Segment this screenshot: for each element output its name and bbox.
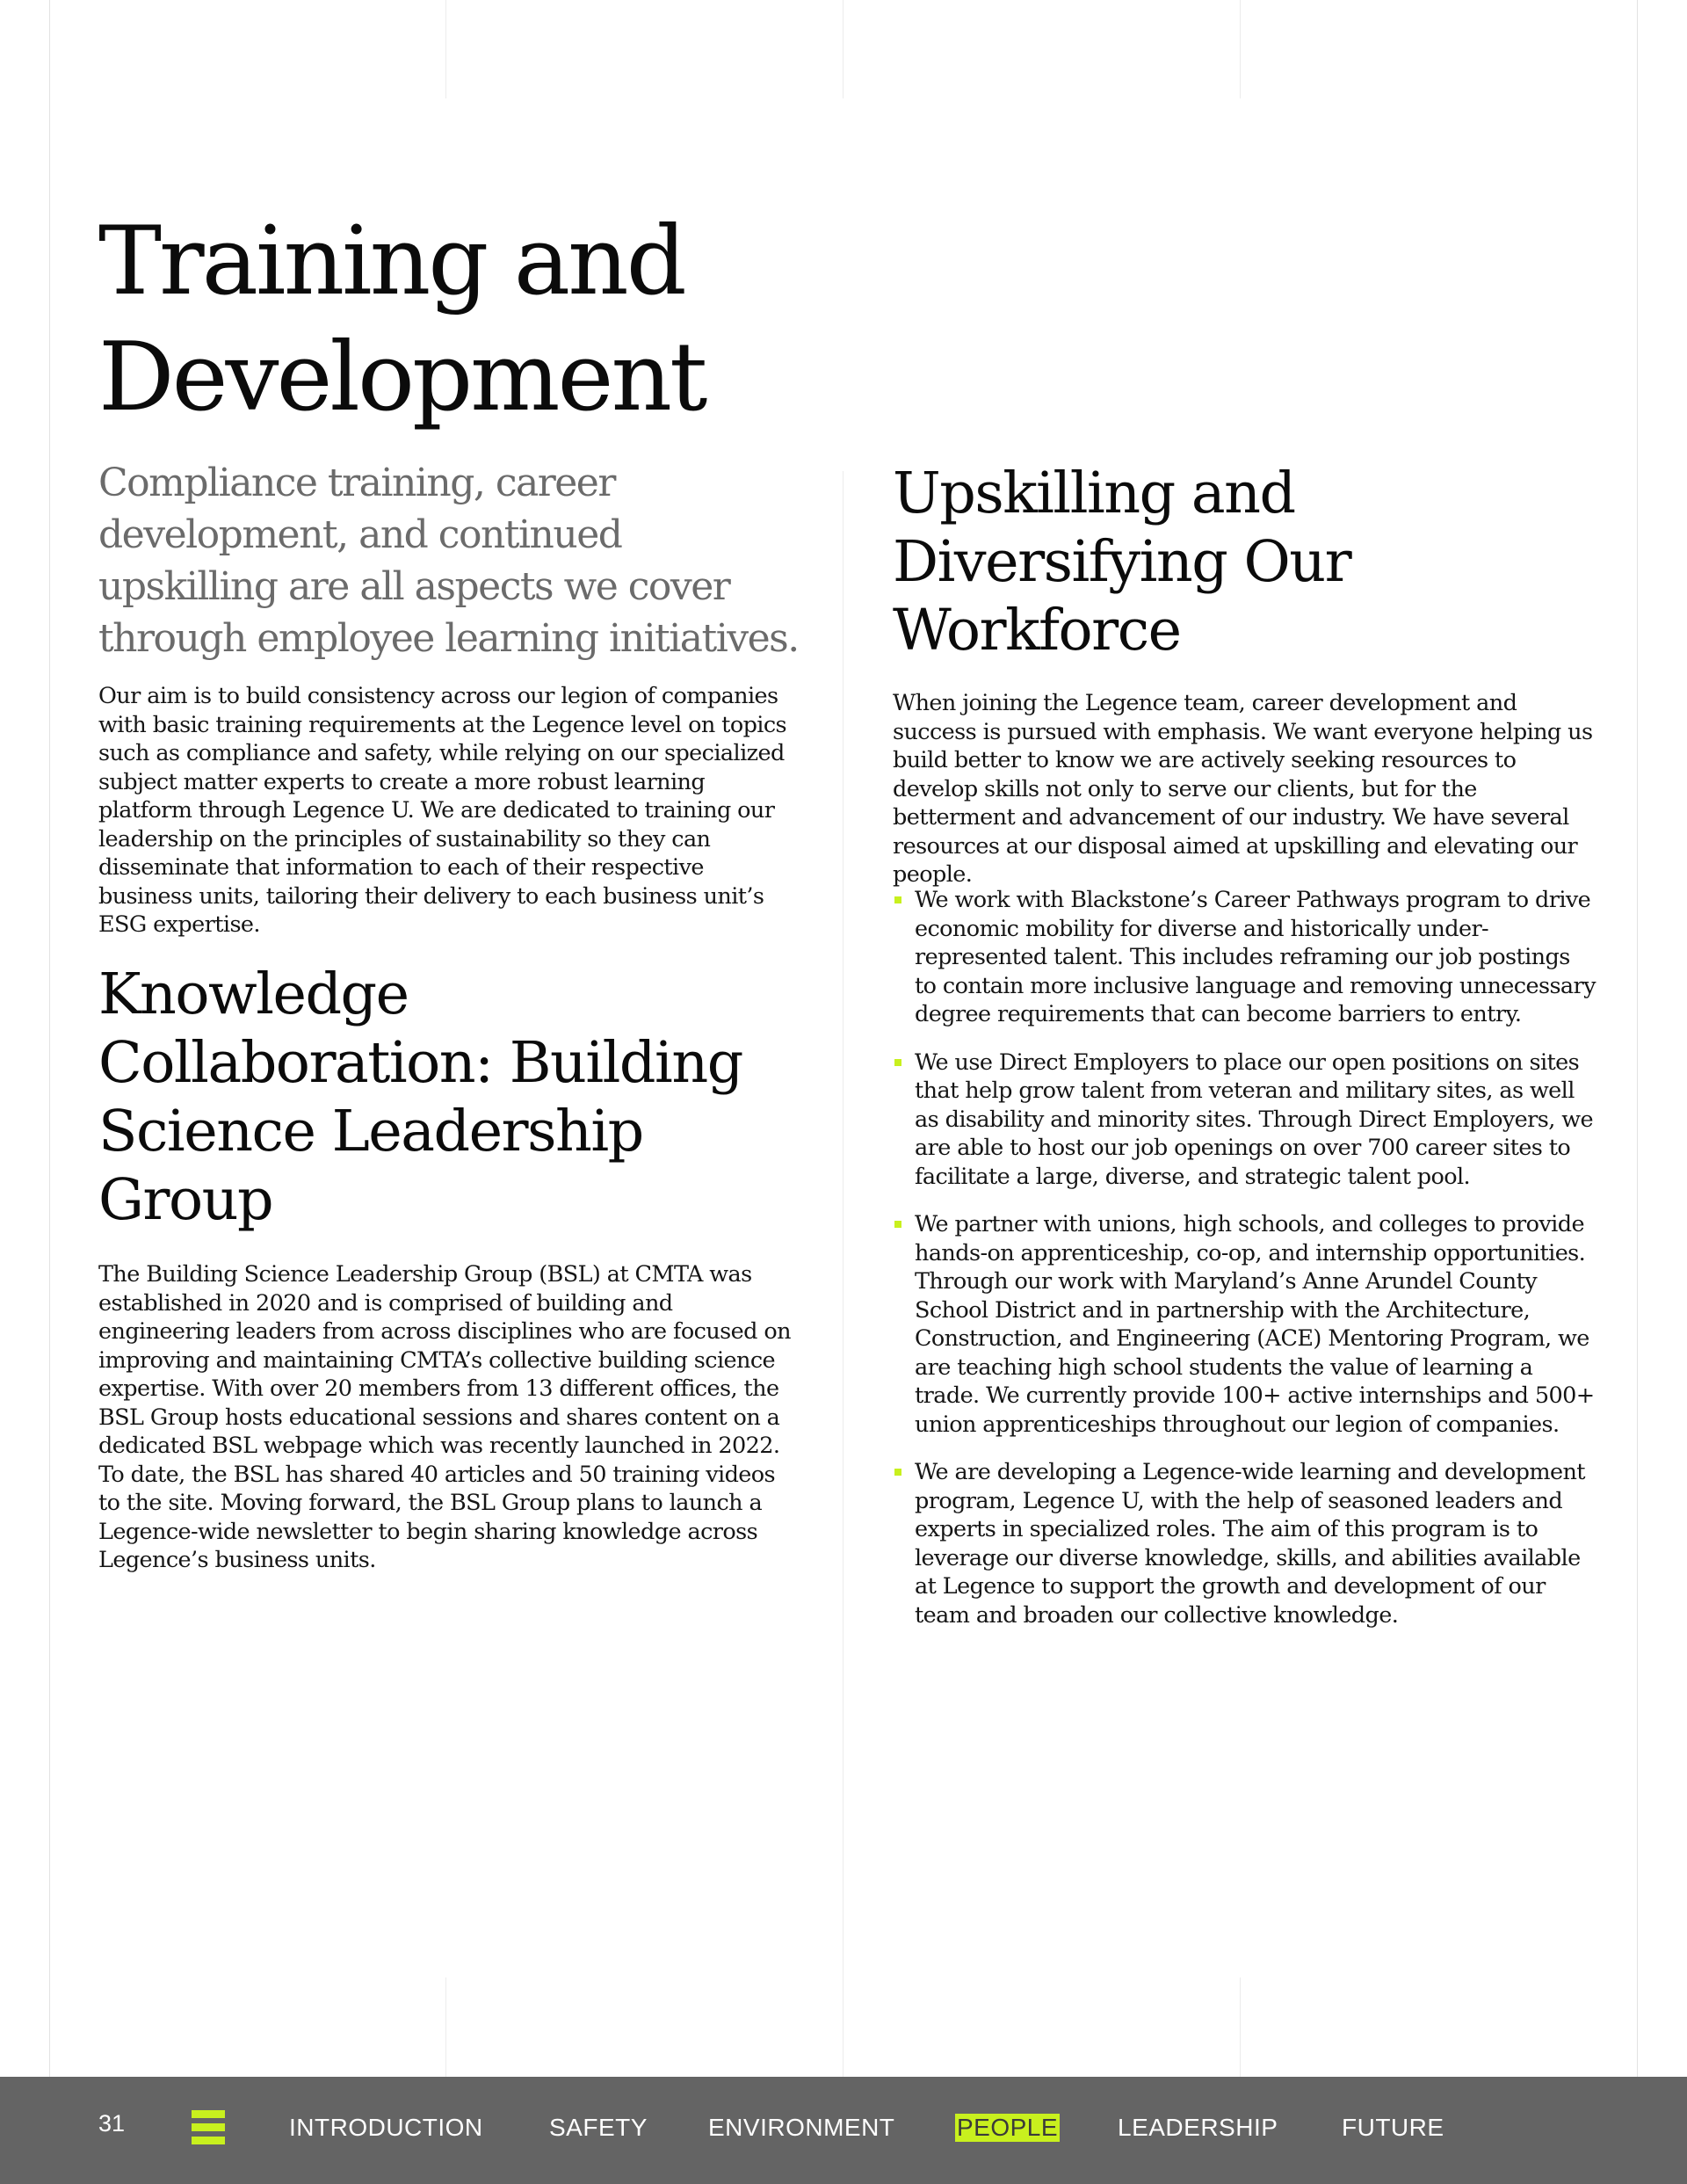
list-item-text: We are developing a Legence-wide learning and development program, Legence U, with the help of seasoned leaders and experts in specialized roles. The aim of this program is to leverage our diverse knowledge, skills, and abilities available at Legence to support the growth and development of our team and broaden our collective knowledge.: [915, 1459, 1585, 1629]
page-border-left: [49, 0, 50, 2184]
list-item: [893, 1210, 1596, 1439]
grid-line: [445, 0, 446, 98]
upskilling-section-heading: Upskilling and Diversifying Our Workforce: [893, 461, 1351, 664]
square-bullet-icon: [894, 1221, 901, 1228]
intro-lead-text: Compliance training, career development, and continued upskilling are all aspects we cover through employee learning initiatives.: [98, 461, 799, 661]
list-item: [893, 886, 1596, 1029]
grid-line: [1240, 0, 1241, 98]
page-border-right: [1637, 0, 1638, 2184]
list-item-text: We partner with unions, high schools, and colleges to provide hands-on apprenticeship, co-op, and internship opportunities. Through our work with Maryland’s Anne Arundel County School District and in partnership with the Architecture, Construction, and Engineering (ACE) Mentoring Program, we are teaching high school students the value of learning a trade. We currently provide 100+ active internships and 500+ union apprenticeships throughout our legion of companies.: [915, 1211, 1595, 1438]
nav-item-future[interactable]: FUTURE: [1342, 2114, 1444, 2141]
list-item: [893, 1458, 1596, 1629]
knowledge-section-body: The Building Science Leadership Group (BSL) at CMTA was established in 2020 and is comprised of building and engineering leaders from across disciplines who are focused on improving and maintaining CMTA’s collective building science expertise. With over 20 members from 13 different offices, the BSL Group hosts educational sessions and shares content on a dedicated BSL webpage which was recently launched in 2022. To date, the BSL has shared 40 articles and 50 training videos to the site. Moving forward, the BSL Group plans to launch a Legence-wide newsletter to begin sharing knowledge across Legence’s business units.: [98, 1261, 791, 1573]
menu-icon[interactable]: [192, 2110, 225, 2145]
square-bullet-icon: [894, 1469, 901, 1476]
list-item-text: We use Direct Employers to place our open positions on sites that help grow talent from veteran and military sites, as well as disability and minority sites. Through Direct Employers, we are able to host our job openings on over 700 career sites to facilitate a large, diverse, and strategic talent pool.: [915, 1048, 1593, 1190]
square-bullet-icon: [894, 896, 901, 903]
page-title: Training and Development: [98, 207, 706, 432]
grid-line: [843, 0, 844, 98]
nav-item-leadership[interactable]: LEADERSHIP: [1118, 2114, 1278, 2141]
list-item-text: We work with Blackstone’s Career Pathways program to drive economic mobility for diverse and historically under-represented talent. This includes reframing our job postings to contain more inclusive language and removing unnecessary degree requirements that can become barriers to entry.: [915, 887, 1596, 1027]
intro-body-text: Our aim is to build consistency across our legion of companies with basic training requirements at the Legence level on topics such as compliance and safety, while relying on our specialized subject matter experts to create a more robust learning platform through Legence U. We are dedicated to training our leadership on the principles of sustainability so they can disseminate that information to each of their respective business units, tailoring their delivery to each business unit’s ESG expertise.: [98, 683, 787, 938]
knowledge-section-heading: Knowledge Collaboration: Building Science Leadership Group: [98, 961, 742, 1233]
nav-item-environment[interactable]: ENVIRONMENT: [708, 2114, 895, 2141]
nav-item-people[interactable]: PEOPLE: [957, 2114, 1059, 2141]
grid-line: [445, 1977, 446, 2077]
upskilling-section-body: When joining the Legence team, career development and success is pursued with emphasis. We want everyone helping us build better to know we are actively seeking resources to develop skills not only to serve our clients, but for the betterment and advancement of our industry. We have several resources at our disposal aimed at upskilling and elevating our people.: [893, 690, 1593, 888]
page-number: 31: [98, 2110, 126, 2137]
footer-navigation-bar: [0, 2077, 1687, 2184]
upskilling-bullet-list: [893, 886, 1596, 1649]
grid-line: [1240, 1977, 1241, 2077]
nav-item-introduction[interactable]: INTRODUCTION: [289, 2114, 483, 2141]
list-item: [893, 1048, 1596, 1192]
grid-line: [843, 471, 844, 2077]
nav-item-safety[interactable]: SAFETY: [549, 2114, 648, 2141]
square-bullet-icon: [894, 1059, 901, 1066]
